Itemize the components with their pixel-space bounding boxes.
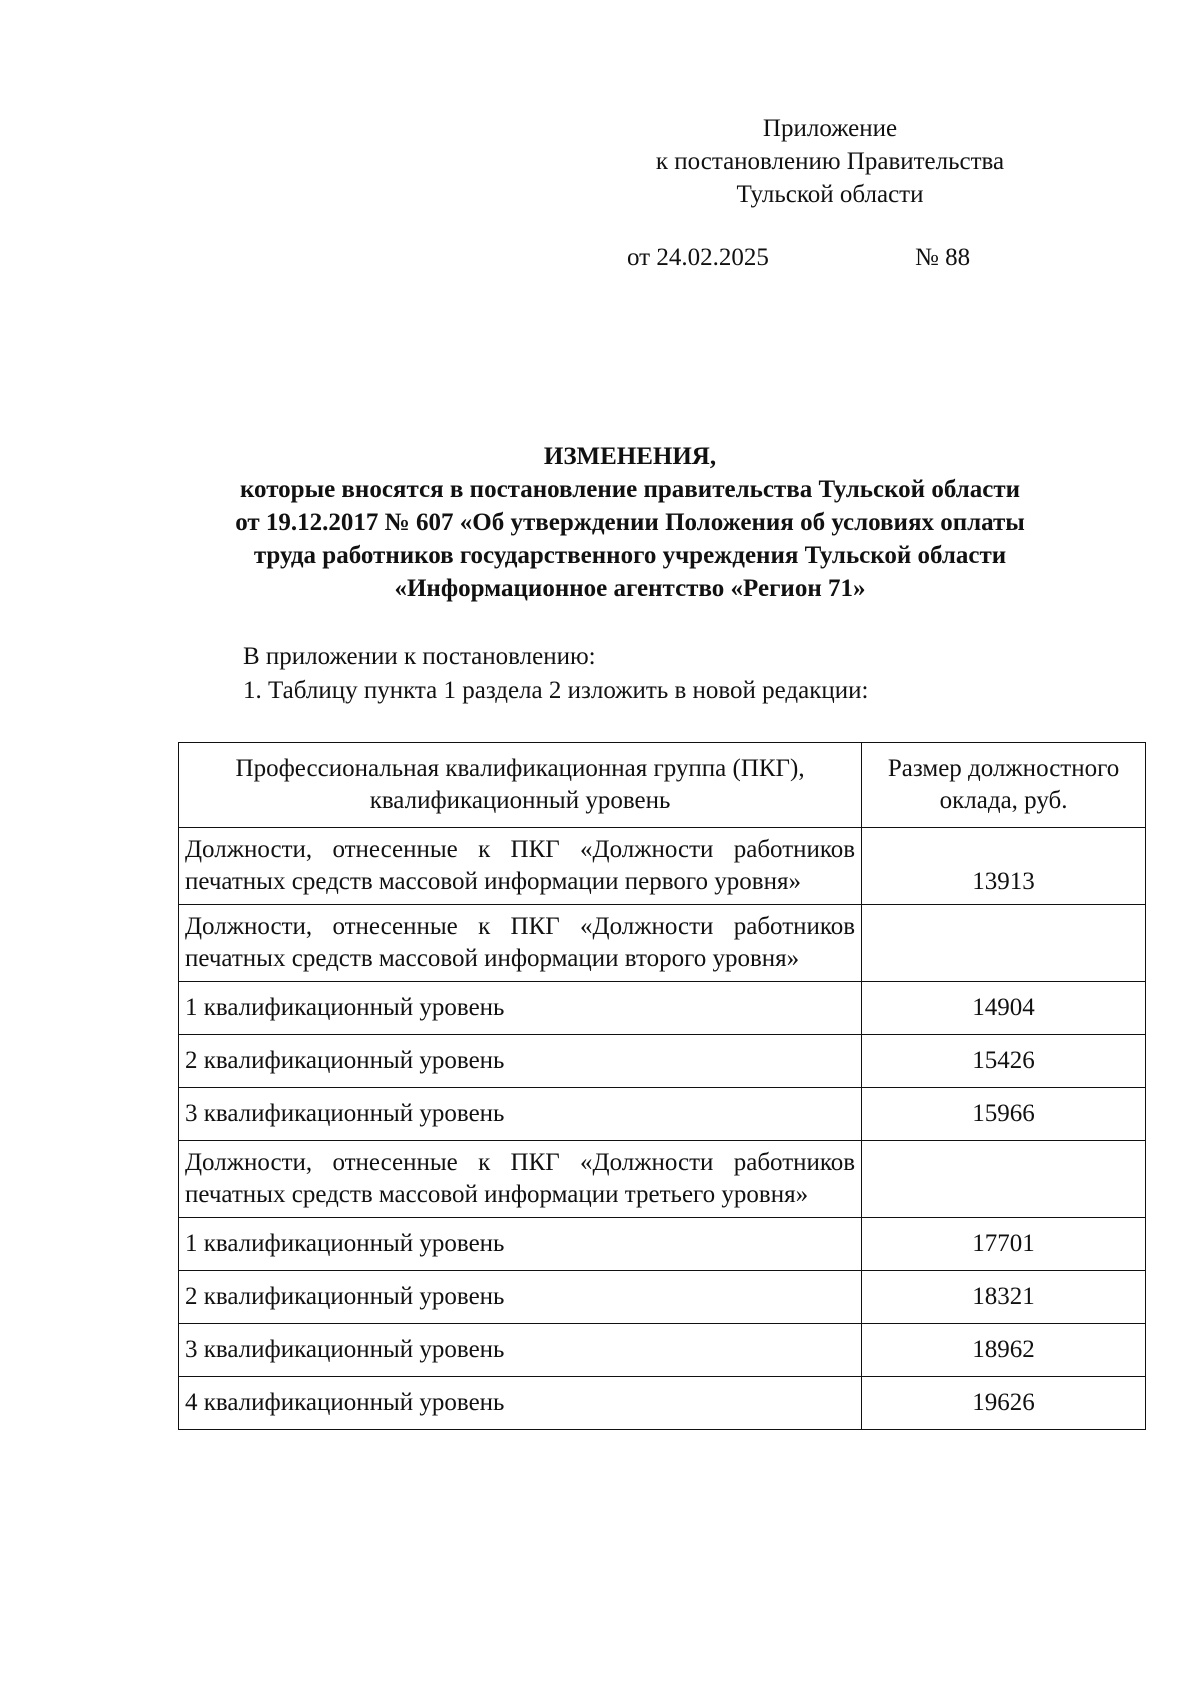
table-row: [179, 1271, 1146, 1324]
table-cell-level: 3 квалификационный уровень: [179, 1324, 862, 1377]
table-row: [179, 1324, 1146, 1377]
table-cell-salary: 17701: [862, 1218, 1146, 1271]
title-line: «Информационное агентство «Регион 71»: [394, 575, 866, 602]
table-cell-group: Должности, отнесенные к ПКГ «Должности работников печатных средств массовой информации третьего уровня»: [179, 1141, 862, 1218]
table-row: [179, 905, 1146, 982]
appendix-line: Тульской области: [736, 181, 924, 208]
table-cell-salary: 15966: [862, 1088, 1146, 1141]
table-cell-level: 2 квалификационный уровень: [179, 1035, 862, 1088]
salary-table: [178, 742, 1146, 1430]
table-cell-salary: 15426: [862, 1035, 1146, 1088]
table-row: [179, 982, 1146, 1035]
table-row: [179, 828, 1146, 905]
title-line: которые вносятся в постановление правительства Тульской области: [239, 476, 1021, 503]
appendix-line: Приложение: [762, 115, 898, 142]
table-cell-group: Должности, отнесенные к ПКГ «Должности работников печатных средств массовой информации второго уровня»: [179, 905, 862, 982]
table-cell-salary: [862, 1141, 1146, 1218]
table-row: [179, 1035, 1146, 1088]
title-line: труда работников государственного учреждения Тульской области: [253, 542, 1007, 569]
table-cell-salary: 18962: [862, 1324, 1146, 1377]
table-cell-level: 1 квалификационный уровень: [179, 982, 862, 1035]
table-cell-salary: 18321: [862, 1271, 1146, 1324]
table-cell-level: 1 квалификационный уровень: [179, 1218, 862, 1271]
table-row: [179, 1088, 1146, 1141]
table-cell-level: 3 квалификационный уровень: [179, 1088, 862, 1141]
table-header-cell: Размер должностного оклада, руб.: [862, 743, 1146, 828]
table-cell-group: Должности, отнесенные к ПКГ «Должности работников печатных средств массовой информации первого уровня»: [179, 828, 862, 905]
resolution-number: № 88: [915, 244, 971, 271]
table-header-row: [179, 743, 1146, 828]
document-title: [160, 440, 1100, 605]
table-cell-salary: 13913: [862, 828, 1146, 905]
table-row: [179, 1218, 1146, 1271]
table-cell-level: 4 квалификационный уровень: [179, 1377, 862, 1430]
table-cell-salary: 14904: [862, 982, 1146, 1035]
title-line: от 19.12.2017 № 607 «Об утверждении Положения об условиях оплаты: [235, 509, 1025, 536]
appendix-line: к постановлению Правительства: [655, 148, 1005, 175]
table-cell-salary: [862, 905, 1146, 982]
table-row: [179, 1141, 1146, 1218]
table-row: [179, 1377, 1146, 1430]
title-heading: ИЗМЕНЕНИЯ,: [543, 443, 717, 470]
appendix-block: [600, 112, 1060, 211]
resolution-date: от 24.02.2025: [627, 244, 769, 271]
table-cell-level: 2 квалификационный уровень: [179, 1271, 862, 1324]
table-header-cell: Профессиональная квалификационная группа (ПКГ), квалификационный уровень: [179, 743, 862, 828]
intro-paragraph: 1. Таблицу пункта 1 раздела 2 изложить в новой редакции:: [243, 677, 869, 704]
table-cell-salary: 19626: [862, 1377, 1146, 1430]
intro-paragraph: В приложении к постановлению:: [243, 643, 596, 670]
